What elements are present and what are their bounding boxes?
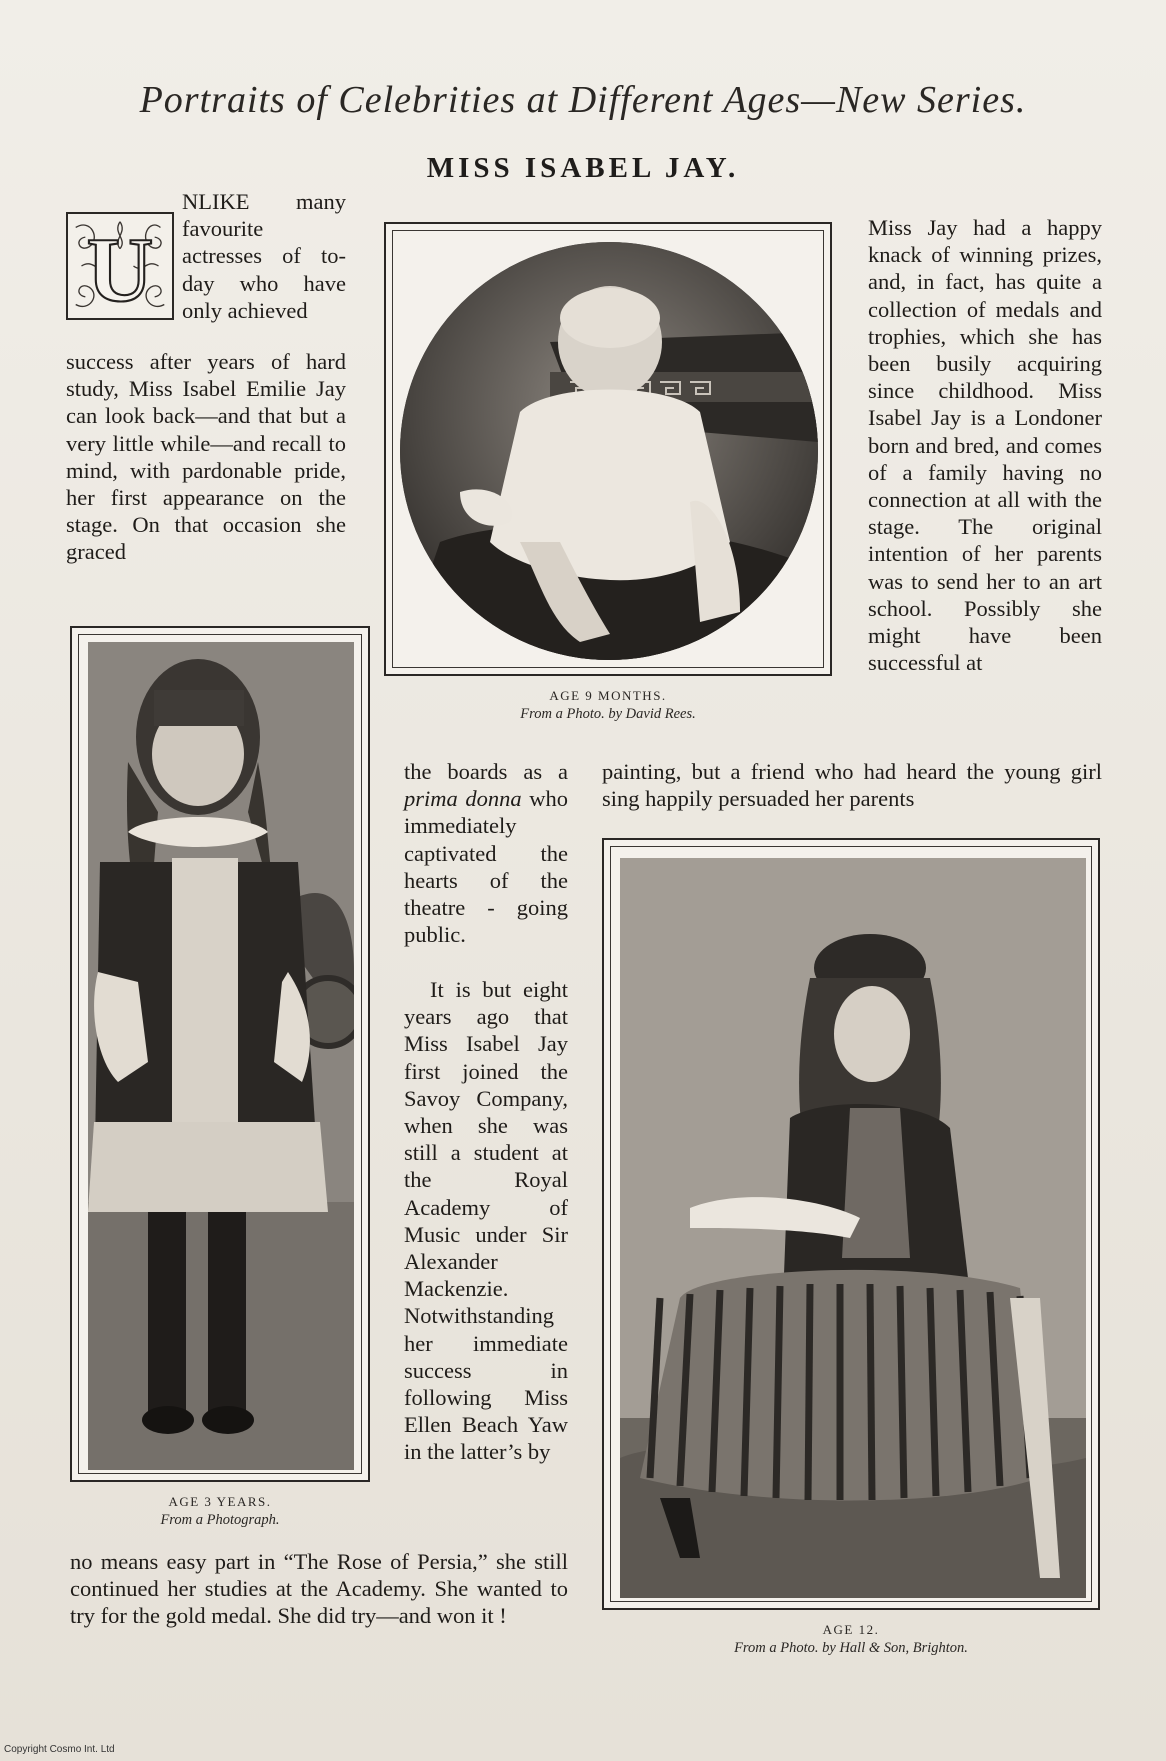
paragraph-3: It is but eight years ago that Miss Isabel Jay first joined the Savoy Company, when she was still a student at the Royal Academy of Music under Sir Alexander Mackenzie. Notwithstanding her immediate success in following Miss Ellen Beach Yaw in the latter’s by (404, 977, 568, 1465)
caption-child-credit: From a Photograph. (160, 1512, 280, 1528)
ornament-icon (68, 214, 172, 318)
caption-girl-age: AGE 12. (822, 1622, 880, 1637)
photo-girl (620, 858, 1086, 1598)
paragraph-1: success after years of hard study, Miss Isabel Emilie Jay can look back—and that but a very little while—and recall to mind, with pardonable pride, her first appearance on the stage. On that occasion she graced (66, 349, 346, 565)
copyright-notice: Copyright Cosmo Int. Ltd (4, 1744, 115, 1755)
paragraph-intro: NLIKE many favourite actresses of to-day who have only achieved (182, 189, 346, 323)
paragraph-2-text: the boards as a prima donna who immediately captivated the hearts of the theatre - going public. (404, 759, 568, 948)
caption-girl (602, 1622, 1100, 1657)
series-title: Portraits of Celebrities at Different Ages—New Series. (139, 79, 1027, 121)
caption-girl-credit: From a Photo. by Hall & Son, Brighton. (734, 1640, 968, 1656)
photo-frame-girl (602, 838, 1100, 1610)
paragraph-2 (404, 758, 568, 948)
photo-child (88, 642, 354, 1470)
paragraph-right-column: Miss Jay had a happy knack of winning prizes, and, in fact, has quite a collection of medals and trophies, which she has been busily acquiring since childhood. Miss Isabel Jay is a Londoner born and bred, and comes of a family having no connection at all with the stage. The original intention of her parents was to send her to an art school. Possibly she might have been successful at (868, 215, 1102, 676)
caption-child (70, 1494, 370, 1529)
paragraph-3-end: no means easy part in “The Rose of Persia,” she still continued her studies at the Academy. She wanted to try for the gold medal. She did try—and won it ! (70, 1549, 568, 1629)
dropcap-letter: U (86, 218, 154, 318)
photo-frame-child (70, 626, 370, 1482)
caption-child-age: AGE 3 YEARS. (168, 1494, 272, 1509)
article-title: MISS ISABEL JAY. (426, 152, 740, 184)
caption-baby (384, 688, 832, 723)
photo-frame-baby (384, 222, 832, 676)
caption-baby-credit: From a Photo. by David Rees. (520, 706, 696, 722)
photo-baby (400, 242, 818, 660)
caption-baby-age: AGE 9 MONTHS. (549, 688, 667, 703)
paragraph-bottom-line: painting, but a friend who had heard the young girl sing happily persuaded her parents (602, 759, 1102, 812)
dropcap-initial (66, 212, 174, 320)
